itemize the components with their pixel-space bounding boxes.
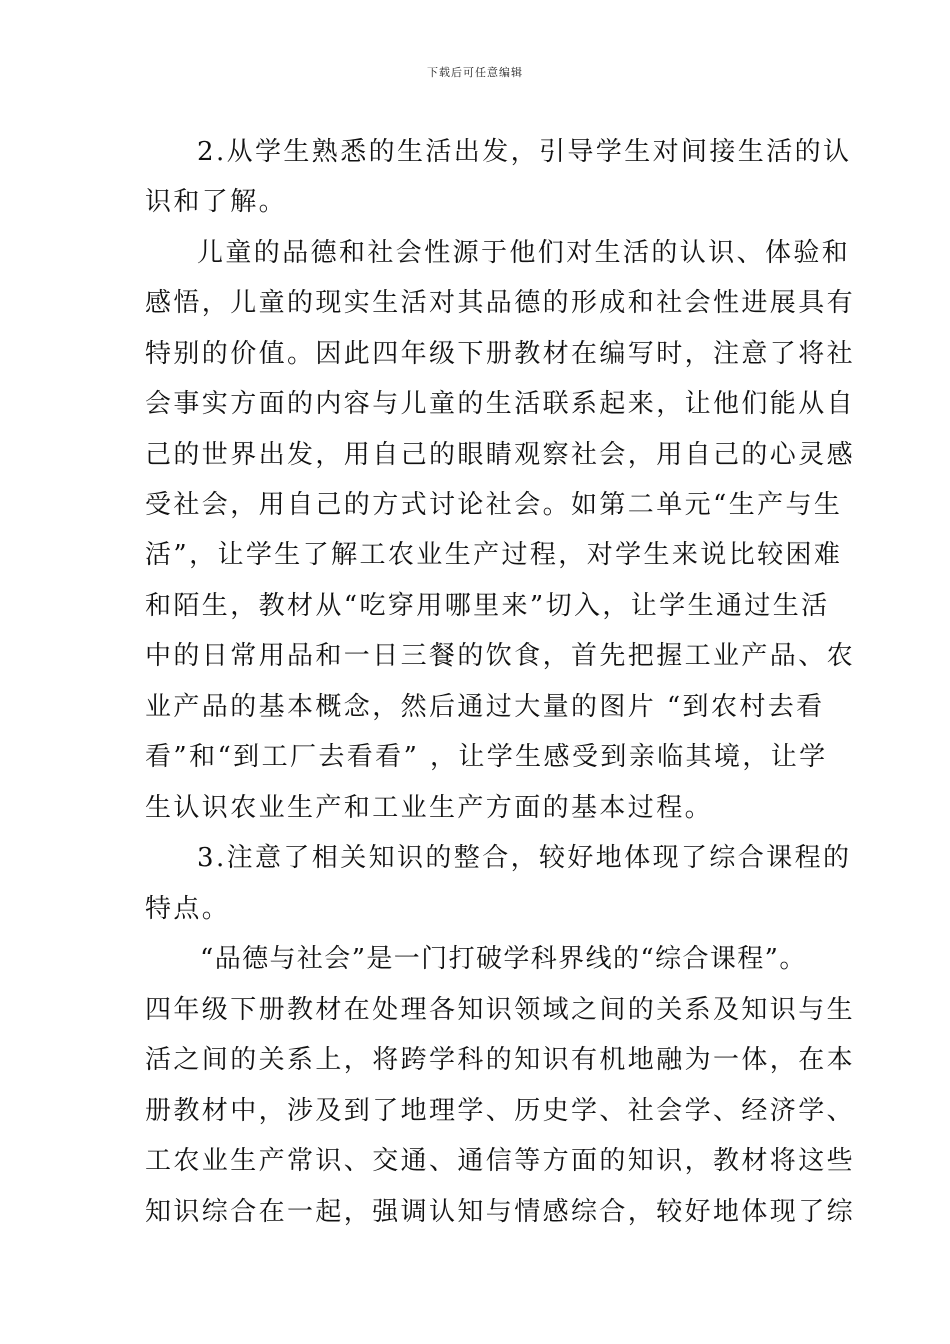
text-line: 和陌生，教材从“吃穿用哪里来”切入，让学生通过生活 bbox=[145, 591, 830, 621]
text-line: 看”和“到工厂去看看” ，让学生感受到亲临其境，让学 bbox=[145, 742, 828, 772]
text-line: 儿童的品德和社会性源于他们对生活的认识、体验和 bbox=[197, 238, 851, 268]
text-line: 中的日常用品和一日三餐的饮食，首先把握工业产品、农 bbox=[145, 641, 856, 671]
text-line: 四年级下册教材在处理各知识领域之间的关系及知识与生 bbox=[145, 995, 856, 1025]
text-line: 识和了解。 bbox=[145, 187, 288, 217]
text-line: 3.注意了相关知识的整合，较好地体现了综合课程的 bbox=[197, 843, 852, 873]
text-line: 活”，让学生了解工农业生产过程，对学生来说比较困难 bbox=[145, 540, 843, 570]
text-line: 知识综合在一起，强调认知与情感综合，较好地体现了综 bbox=[145, 1197, 856, 1227]
text-line: 业产品的基本概念，然后通过大量的图片 “到农村去看 bbox=[145, 692, 825, 722]
text-line: 生认识农业生产和工业生产方面的基本过程。 bbox=[145, 793, 714, 823]
text-line: “品德与社会”是一门打破学科界线的“综合课程”。 bbox=[200, 944, 807, 974]
text-line: 感悟，儿童的现实生活对其品德的形成和社会性进展具有 bbox=[145, 288, 856, 318]
text-line: 活之间的关系上，将跨学科的知识有机地融为一体，在本 bbox=[145, 1045, 856, 1075]
text-line: 2.从学生熟悉的生活出发，引导学生对间接生活的认 bbox=[197, 137, 852, 167]
text-line: 册教材中，涉及到了地理学、历史学、社会学、经济学、 bbox=[145, 1096, 856, 1126]
text-line: 受社会，用自己的方式讨论社会。如第二单元“生产与生 bbox=[145, 490, 843, 520]
text-line: 工农业生产常识、交通、通信等方面的知识，教材将这些 bbox=[145, 1146, 856, 1176]
text-line: 己的世界出发，用自己的眼睛观察社会，用自己的心灵感 bbox=[145, 440, 856, 470]
text-line: 会事实方面的内容与儿童的生活联系起来，让他们能从自 bbox=[145, 389, 856, 419]
page-header: 下载后可任意编辑 bbox=[427, 66, 523, 79]
text-line: 特别的价值。因此四年级下册教材在编写时，注意了将社 bbox=[145, 339, 856, 369]
text-line: 特点。 bbox=[145, 894, 231, 924]
